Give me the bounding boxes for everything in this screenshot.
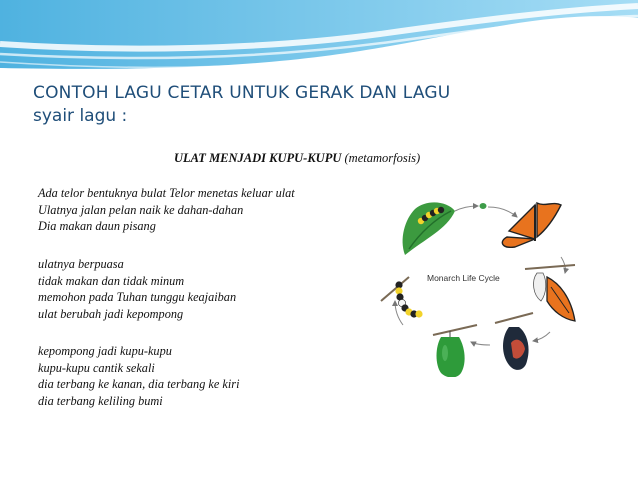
lyric-line: Ada telor bentuknya bulat Telor menetas keluar ulat: [38, 186, 295, 200]
diagram-label: Monarch Life Cycle: [427, 273, 500, 283]
lyric-line: dia terbang ke kanan, dia terbang ke kiri: [38, 377, 240, 391]
leaf-caterpillar-icon: [403, 202, 455, 255]
chrysalis-icon: [433, 325, 477, 377]
slide-subtitle: syair lagu :: [33, 106, 128, 126]
egg-icon: [480, 203, 487, 209]
lyric-line: tidak makan dan tidak minum: [38, 273, 185, 288]
dark-chrysalis-icon: [495, 313, 533, 370]
song-title-sub: (metamorfosis): [341, 151, 421, 165]
slide-title: CONTOH LAGU CETAR UNTUK GERAK DAN LAGU: [33, 83, 451, 103]
lyric-line: kepompong jadi kupu-kupu: [38, 344, 172, 358]
stanza-3: [38, 343, 240, 409]
song-title: [174, 151, 420, 166]
lyric-line: ulatnya berpuasa: [38, 257, 124, 271]
caterpillar-icon: [381, 277, 423, 318]
song-title-main: ULAT MENJADI KUPU-KUPU: [174, 151, 342, 165]
lyric-line: dia terbang keliling bumi: [38, 393, 163, 408]
stanza-1: [38, 185, 295, 235]
header-banner: [0, 0, 638, 80]
monarch-life-cycle-diagram: [375, 197, 585, 377]
lyric-line: ulat berubah jadi kepompong: [38, 306, 184, 321]
lyric-line: Ulatnya jalan pelan naik ke dahan-dahan: [38, 202, 244, 217]
lyric-line: memohon pada Tuhan tunggu keajaiban: [38, 290, 237, 304]
stanza-2: [38, 256, 236, 322]
monarch-butterfly-icon: [502, 203, 561, 247]
lyric-line: Dia makan daun pisang: [38, 219, 156, 233]
lyric-line: kupu-kupu cantik sekali: [38, 360, 155, 375]
